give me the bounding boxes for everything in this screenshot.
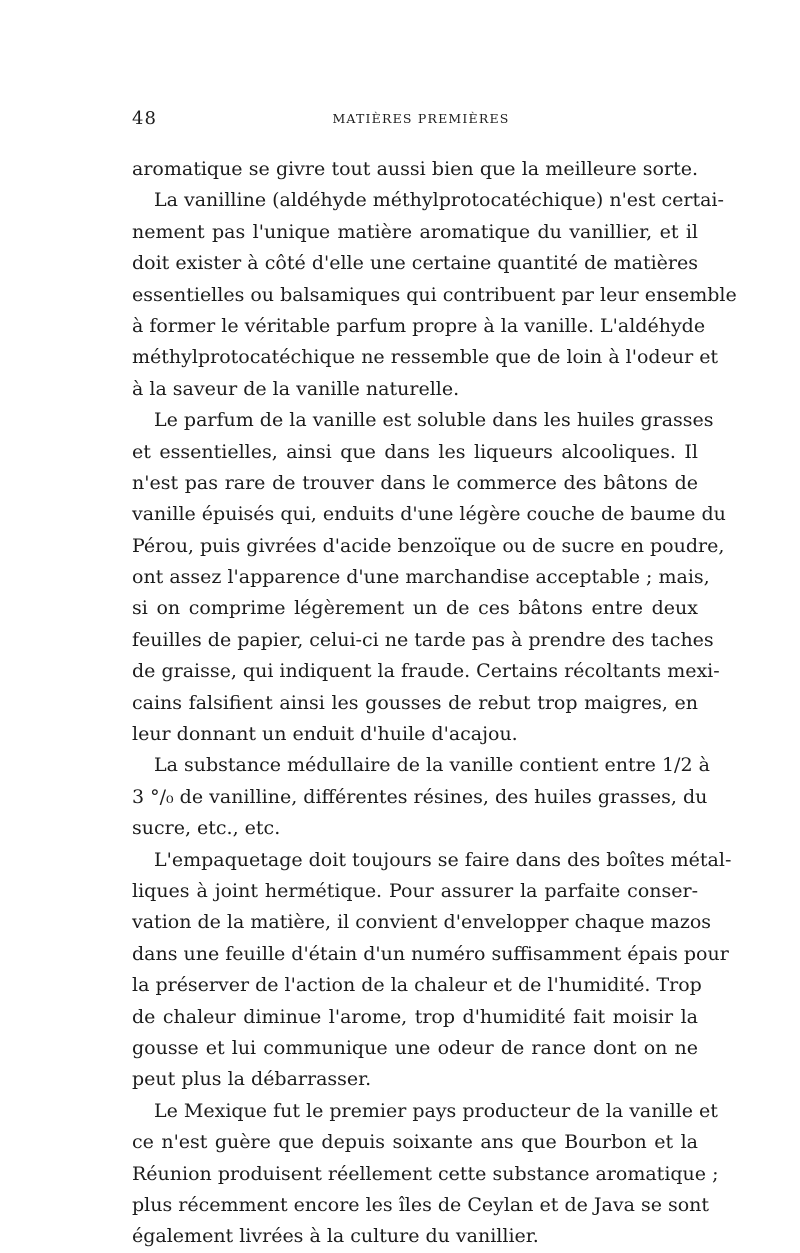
text-line: sucre, etc., etc. [132, 817, 281, 840]
text-line: Le parfum de la vanille est soluble dans les huiles grasses [154, 409, 714, 432]
text-line: La substance médullaire de la vanille contient entre 1/2 à [154, 754, 710, 777]
body-text [132, 154, 737, 1253]
text-line: essentielles ou balsamiques qui contribuent par leur ensemble [132, 283, 737, 306]
text-line: L'empaquetage doit toujours se faire dans des boîtes métal- [154, 848, 732, 871]
text-line: 3 °/₀ de vanilline, différentes résines, des huiles grasses, du [132, 785, 708, 808]
text-line: La vanilline (aldéhyde méthylprotocatéchique) n'est certai- [154, 189, 724, 212]
text-line: n'est pas rare de trouver dans le commerce des bâtons de [132, 471, 698, 494]
text-line: et essentielles, ainsi que dans les liqueurs alcooliques. Il [132, 440, 698, 463]
text-line: Pérou, puis givrées d'acide benzoïque ou de sucre en poudre, [132, 534, 725, 557]
text-line: à la saveur de la vanille naturelle. [132, 377, 460, 400]
text-line: de chaleur diminue l'arome, trop d'humidité fait moisir la [132, 1005, 698, 1028]
text-line: doit exister à côté d'elle une certaine quantité de matières [132, 252, 698, 275]
text-line: méthylprotocatéchique ne ressemble que de loin à l'odeur et [132, 346, 719, 369]
running-head: MATIÈRES PREMIÈRES [332, 111, 510, 126]
text-line: à former le véritable parfum propre à la vanille. L'aldéhyde [132, 314, 706, 337]
text-line: dans une feuille d'étain d'un numéro suffisamment épais pour [132, 942, 729, 965]
text-line: nement pas l'unique matière aromatique du vanillier, et il [132, 220, 698, 243]
text-line: gousse et lui communique une odeur de rance dont on ne [132, 1036, 698, 1059]
text-line: si on comprime légèrement un de ces bâtons entre deux [132, 597, 698, 620]
text-line: également livrées à la culture du vanillier. [132, 1225, 539, 1248]
page-number: 48 [132, 108, 157, 129]
text-line: aromatique se givre tout aussi bien que la meilleure sorte. [132, 158, 698, 180]
text-line: de graisse, qui indiquent la fraude. Certains récoltants mexi- [132, 660, 720, 683]
text-line: ont assez l'apparence d'une marchandise acceptable ; mais, [132, 566, 710, 589]
text-line: ce n'est guère que depuis soixante ans que Bourbon et la [132, 1131, 698, 1154]
text-line: plus récemment encore les îles de Ceylan et de Java se sont [132, 1193, 710, 1216]
text-line: peut plus la débarrasser. [132, 1068, 372, 1091]
text-line: Réunion produisent réellement cette substance aromatique ; [132, 1162, 719, 1185]
text-line: cains falsifient ainsi les gousses de rebut trop maigres, en [132, 691, 698, 714]
text-line: feuilles de papier, celui-ci ne tarde pas à prendre des taches [132, 628, 714, 651]
text-line: vation de la matière, il convient d'envelopper chaque mazos [132, 911, 712, 934]
text-line: la préserver de l'action de la chaleur et de l'humidité. Trop [132, 974, 702, 997]
text-line: leur donnant un enduit d'huile d'acajou. [132, 723, 518, 746]
text-line: liques à joint hermétique. Pour assurer la parfaite conser- [132, 879, 698, 902]
text-line: Le Mexique fut le premier pays producteur de la vanille et [154, 1099, 718, 1122]
page-header [132, 108, 698, 138]
text-line: vanille épuisés qui, enduits d'une légère couche de baume du [132, 503, 726, 526]
